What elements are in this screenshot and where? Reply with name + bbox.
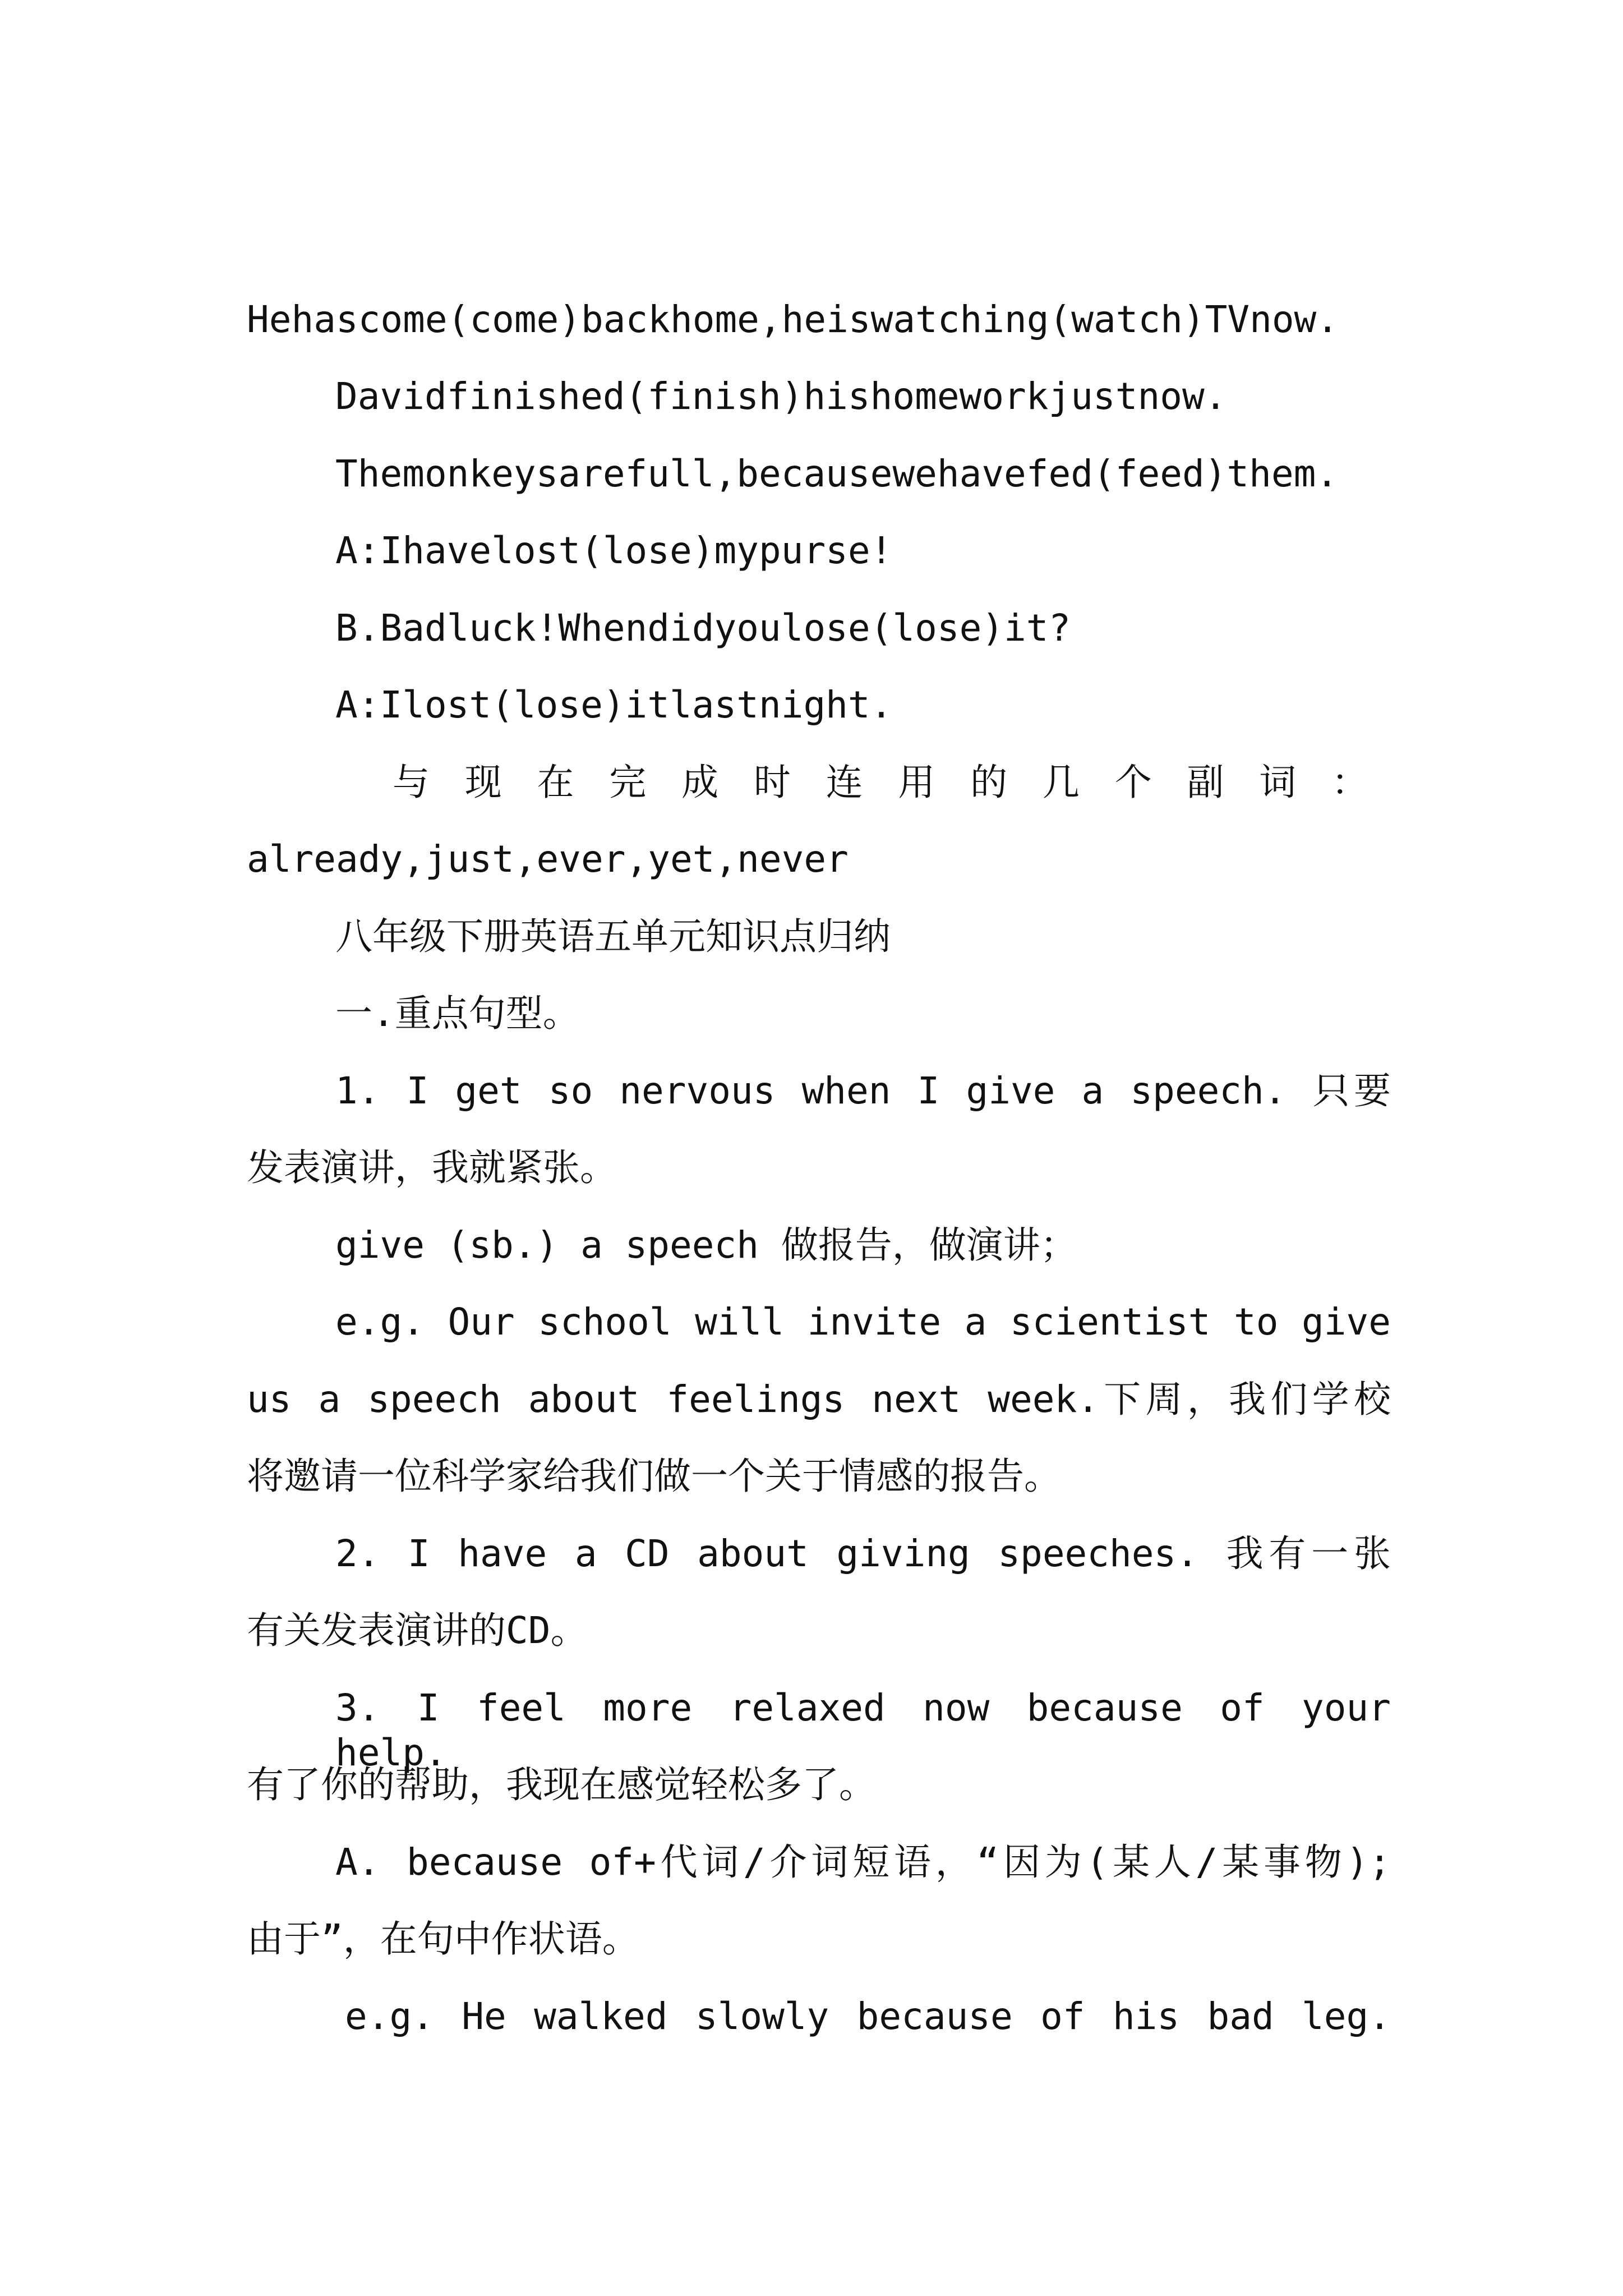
text-line: A:Ilost(lose)itlastnight. xyxy=(335,683,893,726)
text-line: Themonkeysarefull,becausewehavefed(feed)them. xyxy=(335,452,1339,495)
text-line: A:Ihavelost(lose)mypurse! xyxy=(335,529,893,572)
text-line: 由于”，在句中作状语。 xyxy=(247,1917,639,1961)
text-line: 将邀请一位科学家给我们做一个关于情感的报告。 xyxy=(247,1455,1061,1498)
text-line: e.g. He walked slowly because of his bad leg. xyxy=(345,1995,1391,2038)
text-line: B.Badluck!Whendidyoulose(lose)it? xyxy=(335,606,1071,650)
text-line: Davidfinished(finish)hishomeworkjustnow. xyxy=(335,375,1227,418)
text-line: 3. I feel more relaxed now because of your help. xyxy=(335,1686,1391,1774)
text-line: 有关发表演讲的CD。 xyxy=(247,1609,588,1652)
text-line: 2. I have a CD about giving speeches. 我有一张 xyxy=(335,1532,1391,1575)
text-line: 与现在完成时连用的几个副词： xyxy=(393,761,1391,804)
text-line: 发表演讲，我就紧张。 xyxy=(247,1146,617,1189)
text-line: already,just,ever,yet,never xyxy=(247,838,849,881)
text-line: 1. I get so nervous when I give a speech. 只要 xyxy=(335,1069,1391,1112)
section-heading: 一.重点句型。 xyxy=(335,992,580,1035)
text-line: A. because of+代词/介词短语，“因为(某人/某事物); xyxy=(335,1841,1391,1884)
text-line: 有了你的帮助，我现在感觉轻松多了。 xyxy=(247,1763,876,1806)
text-line: Hehascome(come)backhome,heiswatching(watch)TVnow. xyxy=(247,298,1339,341)
text-line: us a speech about feelings next week.下周，我们学校 xyxy=(247,1378,1391,1421)
section-heading: 八年级下册英语五单元知识点归纳 xyxy=(335,915,891,958)
text-line: e.g. Our school will invite a scientist to give xyxy=(335,1300,1391,1343)
text-line: give (sb.) a speech 做报告，做演讲； xyxy=(335,1223,1077,1267)
